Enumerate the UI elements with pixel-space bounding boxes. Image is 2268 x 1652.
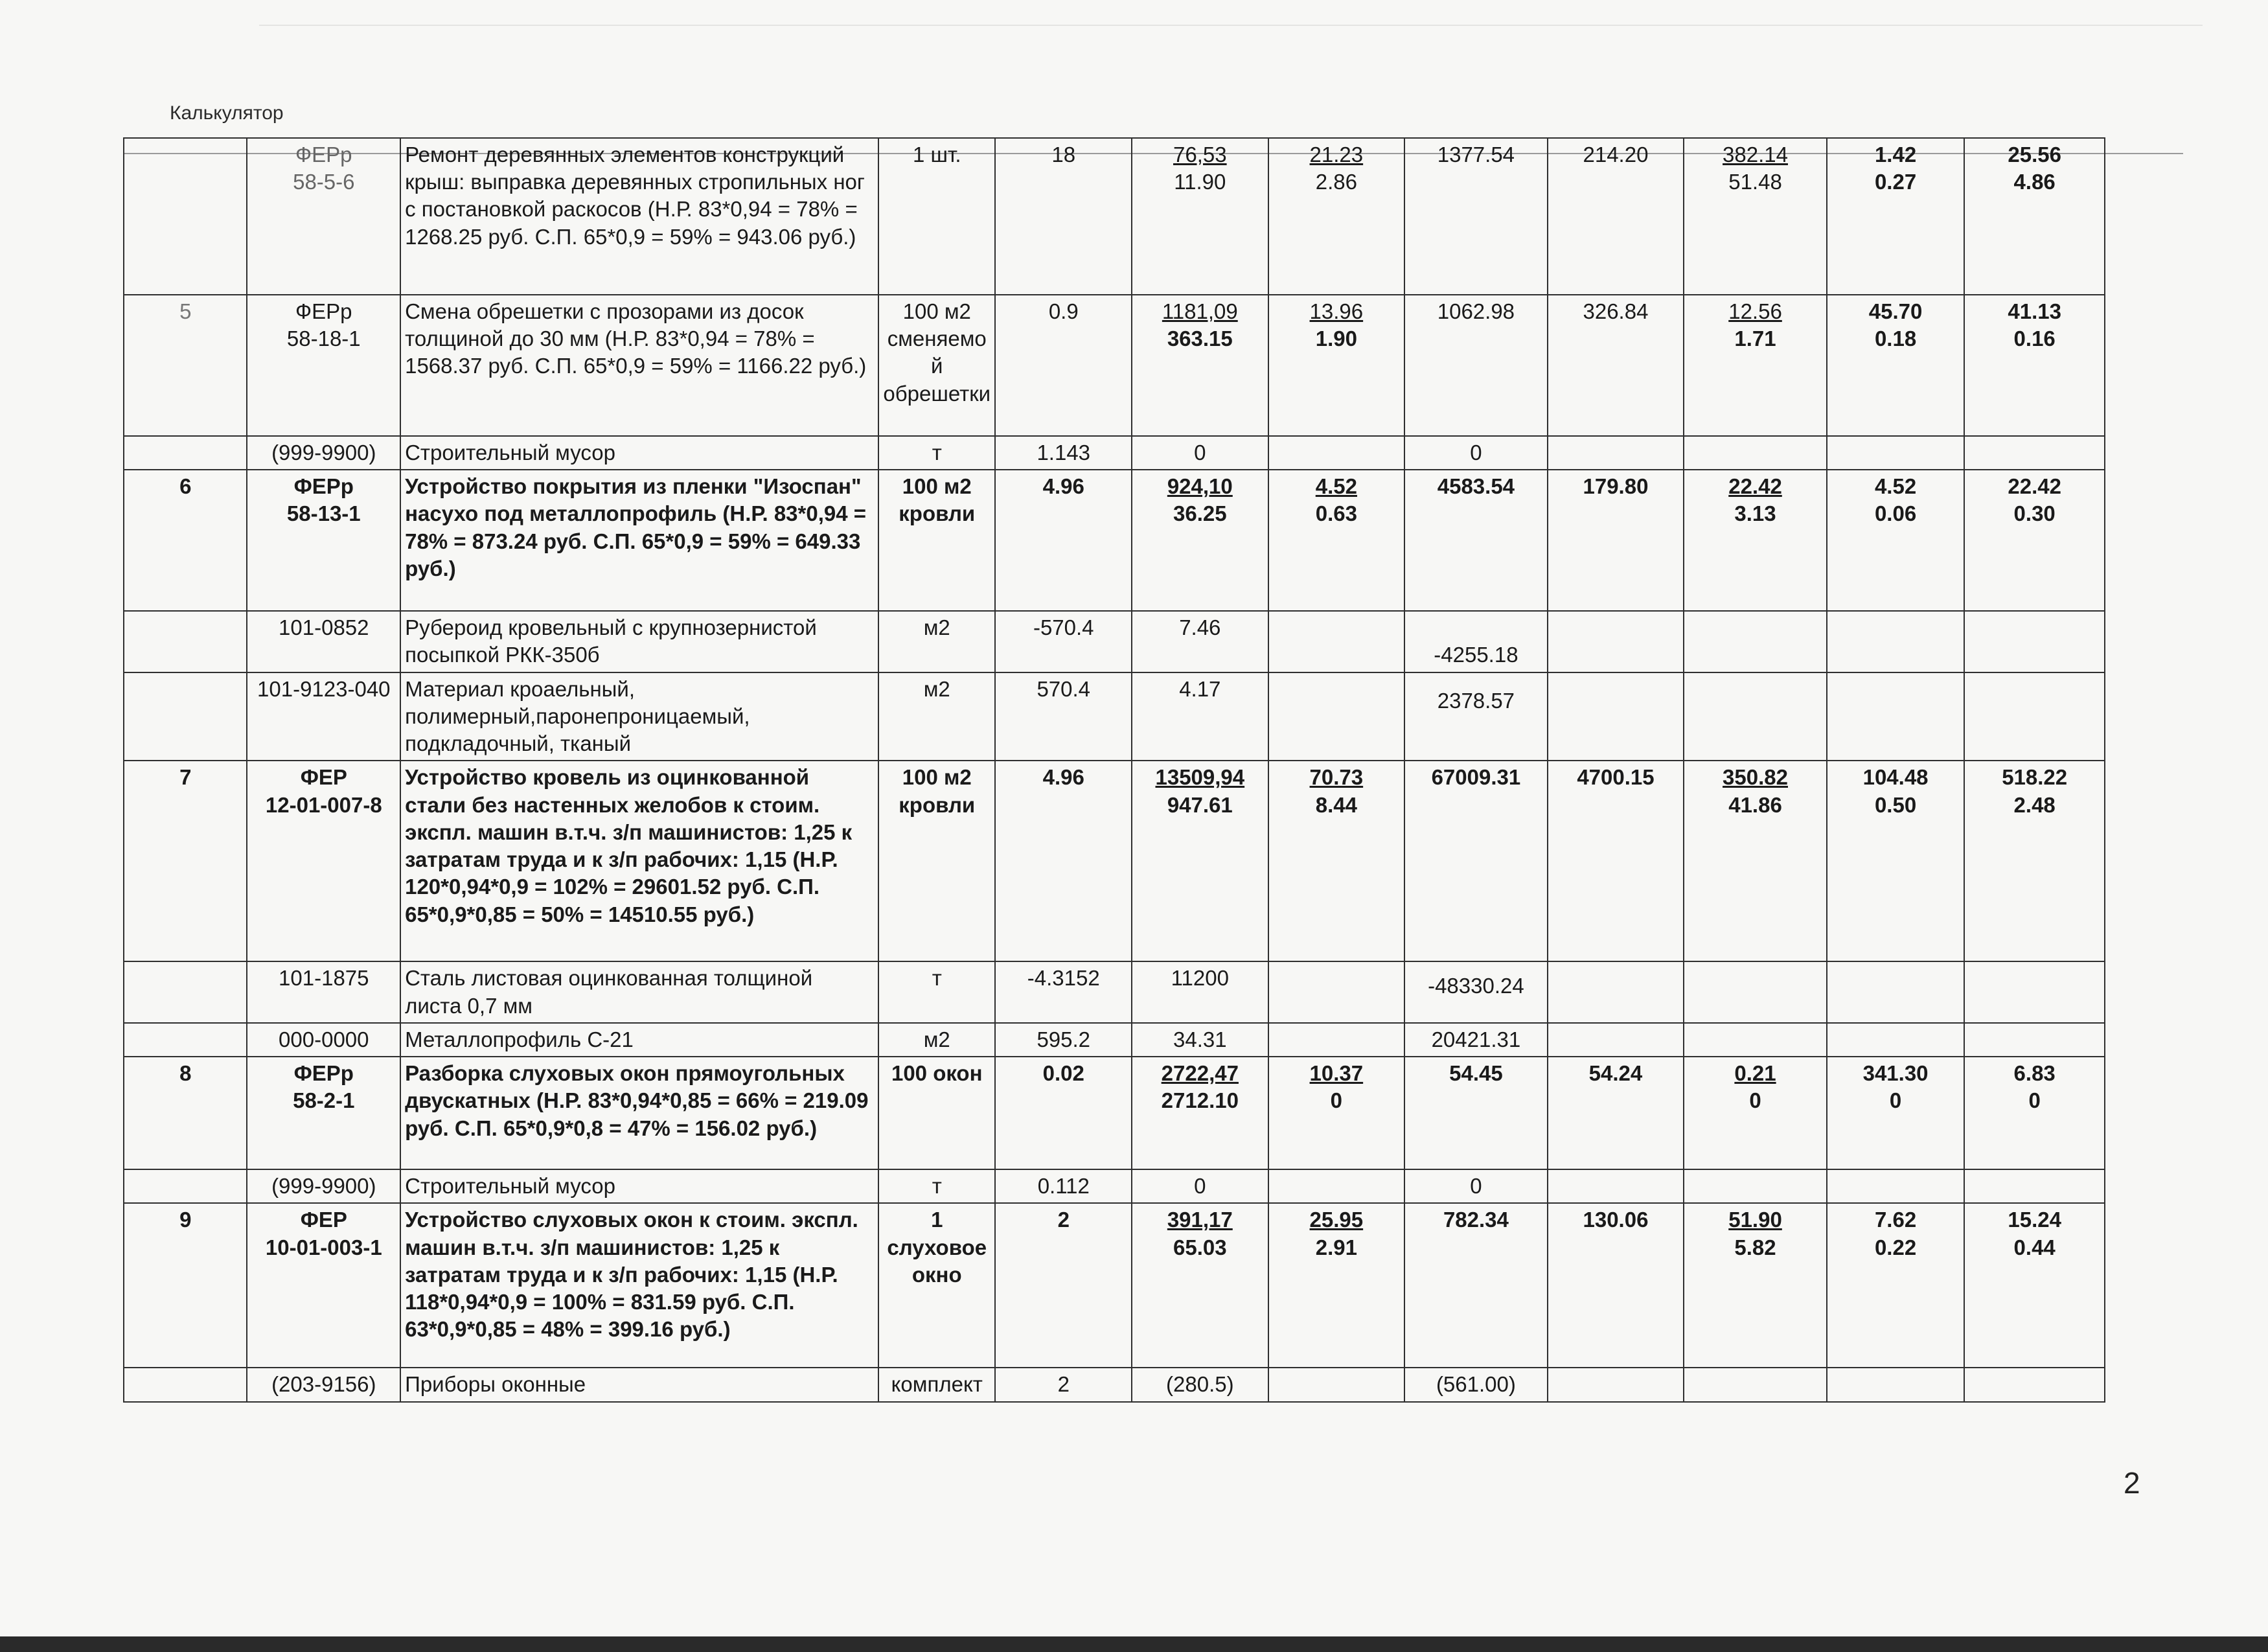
row-no: 7	[124, 761, 247, 961]
lab2-bottom: 0.16	[2013, 327, 2056, 351]
lab-top: 4.52	[1874, 474, 1917, 499]
row-name: Устройство слуховых окон к стоим. экспл. машин в.т.ч. з/п машинистов: 1,25 к затратам труда и к з/п рабочих: 1,15 (Н.Р. 118*0,94*0,9 = 100% = 831.59 руб. С.П. 63*0,9*0,85 = 48% = 399.16 руб.)	[400, 1203, 878, 1368]
row-qty: 2	[995, 1368, 1132, 1401]
mach-top: 25.95	[1309, 1208, 1364, 1232]
mach-bottom: 1.90	[1315, 327, 1357, 351]
empty-cell	[1827, 611, 1965, 672]
row-total: 4583.54	[1404, 470, 1548, 611]
row-unit: 100 окон	[878, 1057, 995, 1169]
row-code: (999-9900)	[247, 436, 400, 470]
row-mach2	[1684, 1057, 1827, 1169]
table-row	[124, 1169, 2105, 1203]
lab-bottom: 0	[1889, 1088, 1902, 1113]
table-row	[124, 470, 2105, 611]
lab2-top: 41.13	[2008, 299, 2061, 323]
row-unit: м2	[878, 611, 995, 672]
row-price: (280.5)	[1132, 1368, 1268, 1401]
row-unit: 1 шт.	[878, 138, 995, 295]
table-row	[124, 761, 2105, 961]
row-price	[1132, 1057, 1268, 1169]
row-qty: 570.4	[995, 672, 1132, 761]
row-lab	[1827, 1057, 1965, 1169]
mach-top: 70.73	[1309, 765, 1364, 790]
row-no	[124, 436, 247, 470]
row-qty: 2	[995, 1203, 1132, 1368]
row-qty: 595.2	[995, 1023, 1132, 1057]
lab2-bottom: 0.44	[2013, 1235, 2056, 1259]
row-lab	[1827, 470, 1965, 611]
row-no: 6	[124, 470, 247, 611]
mach2-top: 382.14	[1723, 143, 1788, 166]
lab-bottom: 0.06	[1874, 501, 1917, 526]
row-qty: -570.4	[995, 611, 1132, 672]
mach2-top: 12.56	[1728, 299, 1782, 323]
row-price	[1132, 470, 1268, 611]
mach2-bottom: 5.82	[1734, 1235, 1776, 1259]
table-row	[124, 961, 2105, 1022]
row-qty: 0.02	[995, 1057, 1132, 1169]
row-price: 4.17	[1132, 672, 1268, 761]
row-code: ФЕРр 58-2-1	[247, 1057, 400, 1169]
row-name: Рубероид кровельный с крупнозернистой посыпкой РКК-350б	[400, 611, 878, 672]
price-bottom: 2712.10	[1161, 1088, 1239, 1113]
row-price	[1132, 295, 1268, 436]
lab2-top: 6.83	[2013, 1061, 2056, 1086]
row-lab2	[1964, 1057, 2105, 1169]
row-name: Строительный мусор	[400, 1169, 878, 1203]
empty-cell	[1964, 672, 2105, 761]
mach2-bottom: 1.71	[1734, 327, 1776, 351]
price-bottom: 65.03	[1173, 1235, 1227, 1259]
table-row	[124, 436, 2105, 470]
empty-cell	[1548, 1368, 1684, 1401]
row-name: Смена обрешетки с прозорами из досок толщиной до 30 мм (Н.Р. 83*0,94 = 78% = 1568.37 руб. С.П. 65*0,9 = 59% = 1166.22 руб.)	[400, 295, 878, 436]
mach2-bottom: 41.86	[1728, 792, 1782, 817]
lab2-top: 25.56	[2008, 143, 2061, 166]
row-unit: комплект	[878, 1368, 995, 1401]
row-code: (999-9900)	[247, 1169, 400, 1203]
row-wage: 326.84	[1548, 295, 1684, 436]
row-lab2	[1964, 1203, 2105, 1368]
row-price: 0	[1132, 1169, 1268, 1203]
row-mach	[1268, 1169, 1405, 1203]
table-row	[124, 1023, 2105, 1057]
row-no	[124, 138, 247, 295]
empty-cell	[1964, 1169, 2105, 1203]
scan-fold-line	[259, 25, 2203, 26]
row-name: Ремонт деревянных элементов конструкций крыш: выправка деревянных стропильных ног с постановкой раскосов (Н.Р. 83*0,94 = 78% = 1268.25 руб. С.П. 65*0,9 = 59% = 943.06 руб.)	[400, 138, 878, 295]
row-code: (203-9156)	[247, 1368, 400, 1401]
empty-cell	[1548, 961, 1684, 1022]
row-mach	[1268, 672, 1405, 761]
empty-cell	[1684, 1023, 1827, 1057]
row-mach2	[1684, 470, 1827, 611]
empty-cell	[1964, 1368, 2105, 1401]
row-qty: 1.143	[995, 436, 1132, 470]
row-total: (561.00)	[1404, 1368, 1548, 1401]
table-row	[124, 295, 2105, 436]
row-lab2	[1964, 470, 2105, 611]
mach-bottom: 8.44	[1315, 792, 1357, 817]
row-unit: 100 м2 сменяемой обрешетки	[878, 295, 995, 436]
row-name: Устройство покрытия из пленки "Изоспан" насухо под металлопрофиль (Н.Р. 83*0,94 = 78% = 873.24 руб. С.П. 65*0,9 = 59% = 649.33 руб.)	[400, 470, 878, 611]
row-qty: 18	[995, 138, 1132, 295]
table-row	[124, 611, 2105, 672]
row-total: 20421.31	[1404, 1023, 1548, 1057]
row-lab2	[1964, 761, 2105, 961]
row-lab2	[1964, 138, 2105, 295]
mach-top: 21.23	[1309, 143, 1364, 166]
lab-top: 45.70	[1868, 299, 1923, 323]
table-row	[124, 1203, 2105, 1368]
row-unit: м2	[878, 672, 995, 761]
row-no	[124, 1023, 247, 1057]
price-top: 76,53	[1173, 143, 1227, 166]
mach-bottom: 2.91	[1315, 1235, 1357, 1259]
empty-cell	[1827, 1368, 1965, 1401]
row-code: ФЕР 10-01-003-1	[247, 1203, 400, 1368]
row-mach	[1268, 611, 1405, 672]
row-qty: 0.9	[995, 295, 1132, 436]
row-lab2	[1964, 295, 2105, 436]
row-mach	[1268, 1203, 1405, 1368]
row-lab	[1827, 1203, 1965, 1368]
row-code: ФЕРр 58-13-1	[247, 470, 400, 611]
mach2-bottom: 3.13	[1734, 501, 1776, 526]
row-no	[124, 611, 247, 672]
row-unit: т	[878, 436, 995, 470]
row-wage: 179.80	[1548, 470, 1684, 611]
row-qty: 4.96	[995, 470, 1132, 611]
empty-cell	[1684, 672, 1827, 761]
row-unit: 1 слуховое окно	[878, 1203, 995, 1368]
row-wage: 54.24	[1548, 1057, 1684, 1169]
price-top: 924,10	[1167, 474, 1233, 499]
table-row	[124, 138, 2105, 295]
empty-cell	[1684, 1368, 1827, 1401]
price-top: 1181,09	[1162, 299, 1238, 323]
empty-cell	[1684, 961, 1827, 1022]
mach2-bottom: 51.48	[1728, 170, 1782, 194]
row-name: Материал кроаельный, полимерный,паронепроницаемый, подкладочный, тканый	[400, 672, 878, 761]
row-mach	[1268, 761, 1405, 961]
lab2-bottom: 4.86	[2013, 170, 2056, 194]
row-mach	[1268, 295, 1405, 436]
row-price: 7.46	[1132, 611, 1268, 672]
mach2-bottom: 0	[1749, 1088, 1761, 1113]
row-mach	[1268, 138, 1405, 295]
empty-cell	[1548, 611, 1684, 672]
row-code: 000-0000	[247, 1023, 400, 1057]
row-name: Устройство кровель из оцинкованной стали без настенных желобов к стоим. экспл. машин в.т.ч. з/п машинистов: 1,25 к затратам труда и к з/п рабочих: 1,15 (Н.Р. 120*0,94*0,9 = 102% = 29601.52 руб. С.П. 65*0,9*0,85 = 50% = 14510.55 руб.)	[400, 761, 878, 961]
price-bottom: 36.25	[1173, 501, 1227, 526]
mach2-top: 51.90	[1728, 1208, 1782, 1232]
row-unit: м2	[878, 1023, 995, 1057]
mach-bottom: 2.86	[1315, 170, 1357, 194]
empty-cell	[1684, 1169, 1827, 1203]
row-qty: 4.96	[995, 761, 1132, 961]
empty-cell	[1548, 1023, 1684, 1057]
row-total: 782.34	[1404, 1203, 1548, 1368]
row-no: 5	[124, 295, 247, 436]
row-lab	[1827, 295, 1965, 436]
lab-top: 7.62	[1874, 1208, 1917, 1232]
empty-cell	[1827, 1023, 1965, 1057]
scan-edge	[0, 1636, 2268, 1652]
empty-cell	[1548, 672, 1684, 761]
lab-top: 1.42	[1874, 143, 1917, 166]
empty-cell	[1684, 611, 1827, 672]
row-no	[124, 1368, 247, 1401]
empty-cell	[1827, 436, 1965, 470]
estimate-table	[123, 137, 2105, 1403]
lab-bottom: 0.18	[1874, 327, 1917, 351]
row-mach	[1268, 1057, 1405, 1169]
table-row	[124, 672, 2105, 761]
row-no	[124, 961, 247, 1022]
row-name: Металлопрофиль С-21	[400, 1023, 878, 1057]
row-code: 101-1875	[247, 961, 400, 1022]
price-top: 2722,47	[1161, 1061, 1239, 1086]
mach2-top: 22.42	[1728, 474, 1782, 499]
row-unit: т	[878, 961, 995, 1022]
lab2-bottom: 2.48	[2013, 792, 2056, 817]
mach2-top: 0.21	[1734, 1061, 1776, 1086]
row-lab	[1827, 138, 1965, 295]
lab-top: 104.48	[1862, 765, 1929, 790]
empty-cell	[1827, 961, 1965, 1022]
row-total: -4255.18	[1404, 611, 1548, 672]
lab2-top: 15.24	[2008, 1208, 2061, 1232]
row-price	[1132, 138, 1268, 295]
empty-cell	[1827, 1169, 1965, 1203]
mach-top: 4.52	[1315, 474, 1357, 499]
lab2-top: 22.42	[2008, 474, 2061, 499]
lab2-bottom: 0.30	[2013, 501, 2056, 526]
row-lab	[1827, 761, 1965, 961]
row-mach	[1268, 470, 1405, 611]
mach2-top: 350.82	[1723, 765, 1788, 790]
row-unit: 100 м2 кровли	[878, 470, 995, 611]
row-mach2	[1684, 1203, 1827, 1368]
price-bottom: 11.90	[1174, 170, 1226, 194]
row-no: 8	[124, 1057, 247, 1169]
row-mach2	[1684, 761, 1827, 961]
row-qty: -4.3152	[995, 961, 1132, 1022]
mach-bottom: 0.63	[1315, 501, 1357, 526]
lab2-top: 518.22	[2002, 765, 2068, 790]
mach-bottom: 0	[1330, 1088, 1343, 1113]
row-no	[124, 1169, 247, 1203]
empty-cell	[1964, 1023, 2105, 1057]
price-top: 391,17	[1167, 1208, 1233, 1232]
row-mach	[1268, 436, 1405, 470]
row-mach	[1268, 1368, 1405, 1401]
lab-top: 341.30	[1862, 1061, 1929, 1086]
row-price: 34.31	[1132, 1023, 1268, 1057]
row-wage: 130.06	[1548, 1203, 1684, 1368]
row-price: 11200	[1132, 961, 1268, 1022]
row-name: Сталь листовая оцинкованная толщиной листа 0,7 мм	[400, 961, 878, 1022]
row-no: 9	[124, 1203, 247, 1368]
price-bottom: 947.61	[1167, 792, 1233, 817]
row-code: ФЕРр 58-5-6	[247, 138, 400, 295]
lab-bottom: 0.22	[1874, 1235, 1917, 1259]
row-total: 1377.54	[1404, 138, 1548, 295]
lab-bottom: 0.27	[1874, 170, 1917, 194]
row-code: ФЕРр 58-18-1	[247, 295, 400, 436]
price-bottom: 363.15	[1167, 327, 1233, 351]
row-total: 0	[1404, 436, 1548, 470]
row-price: 0	[1132, 436, 1268, 470]
row-wage: 4700.15	[1548, 761, 1684, 961]
empty-cell	[1964, 436, 2105, 470]
row-code: ФЕР 12-01-007-8	[247, 761, 400, 961]
empty-cell	[1964, 611, 2105, 672]
mach-top: 13.96	[1309, 299, 1364, 323]
row-total: 2378.57	[1404, 672, 1548, 761]
row-total: 67009.31	[1404, 761, 1548, 961]
empty-cell	[1964, 961, 2105, 1022]
empty-cell	[1684, 436, 1827, 470]
app-title: Калькулятор	[170, 102, 284, 124]
row-code: 101-9123-040	[247, 672, 400, 761]
row-total: 54.45	[1404, 1057, 1548, 1169]
row-price	[1132, 1203, 1268, 1368]
empty-cell	[1827, 672, 1965, 761]
row-mach	[1268, 1023, 1405, 1057]
row-mach	[1268, 961, 1405, 1022]
table-row	[124, 1368, 2105, 1401]
row-mach2	[1684, 295, 1827, 436]
row-total: 1062.98	[1404, 295, 1548, 436]
row-unit: 100 м2 кровли	[878, 761, 995, 961]
row-qty: 0.112	[995, 1169, 1132, 1203]
row-mach2	[1684, 138, 1827, 295]
row-total: 0	[1404, 1169, 1548, 1203]
row-wage: 214.20	[1548, 138, 1684, 295]
table-row	[124, 1057, 2105, 1169]
row-name: Строительный мусор	[400, 436, 878, 470]
mach-top: 10.37	[1309, 1061, 1364, 1086]
row-total: -48330.24	[1404, 961, 1548, 1022]
row-code: 101-0852	[247, 611, 400, 672]
row-unit: т	[878, 1169, 995, 1203]
row-no	[124, 672, 247, 761]
lab2-bottom: 0	[2028, 1088, 2041, 1113]
row-name: Приборы оконные	[400, 1368, 878, 1401]
row-name: Разборка слуховых окон прямоугольных двускатных (Н.Р. 83*0,94*0,85 = 66% = 219.09 руб. С.П. 65*0,9*0,8 = 47% = 156.02 руб.)	[400, 1057, 878, 1169]
row-price	[1132, 761, 1268, 961]
empty-cell	[1548, 1169, 1684, 1203]
page-number: 2	[2124, 1466, 2140, 1500]
price-top: 13509,94	[1155, 765, 1245, 790]
empty-cell	[1548, 436, 1684, 470]
lab-bottom: 0.50	[1874, 792, 1917, 817]
